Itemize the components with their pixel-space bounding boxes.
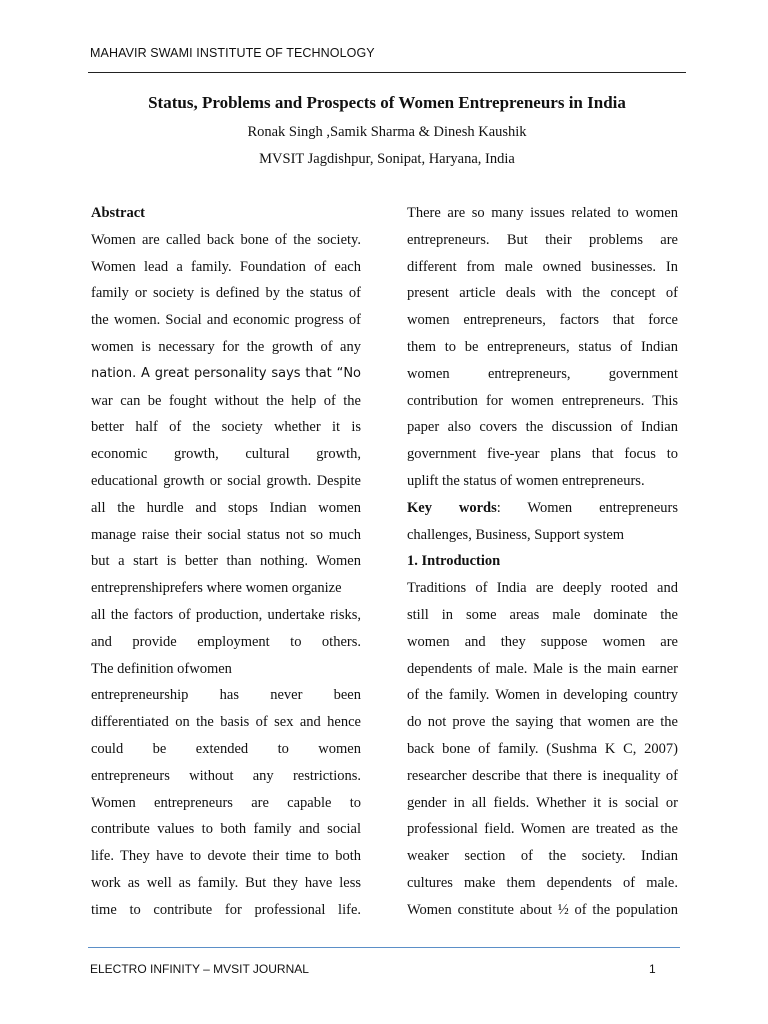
abstract-line: differentiated on the basis of sex and hence xyxy=(91,714,361,731)
body-line: There are so many issues related to women xyxy=(407,205,678,221)
body-line: uplift the status of women entrepreneurs. xyxy=(407,472,645,489)
body-line: still in some areas male dominate the xyxy=(407,606,678,623)
footer-divider xyxy=(88,947,680,948)
paper-authors: Ronak Singh ,Samik Sharma & Dinesh Kaushik xyxy=(247,124,527,140)
abstract-line: Women entrepreneurs are capable to xyxy=(91,794,361,811)
body-line: government five-year plans that focus to xyxy=(407,446,678,463)
keywords-line xyxy=(407,495,678,522)
body-line: different from male owned businesses. In xyxy=(407,258,678,275)
abstract-line: entrepreneurship has never been xyxy=(91,687,361,704)
abstract-line: Women are called back bone of the society. xyxy=(91,231,361,248)
running-header: MAHAVIR SWAMI INSTITUTE OF TECHNOLOGY xyxy=(90,46,375,60)
body-line: women and they suppose women are xyxy=(407,633,678,650)
journal-footer: ELECTRO INFINITY – MVSIT JOURNAL xyxy=(90,962,309,976)
paper-affiliation: MVSIT Jagdishpur, Sonipat, Haryana, India xyxy=(259,151,515,167)
body-line: dependents of male. Male is the main earner xyxy=(407,660,678,677)
abstract-line: The definition ofwomen xyxy=(91,660,232,677)
body-line: Women constitute about ½ of the population xyxy=(407,901,678,918)
abstract-line: war can be fought without the help of the xyxy=(91,392,361,409)
body-line: of the family. Women in developing country xyxy=(407,687,678,704)
body-line: researcher describe that there is inequality of xyxy=(407,767,678,784)
body-line: entrepreneurs. But their problems are xyxy=(407,231,678,248)
abstract-line: time to contribute for professional life. xyxy=(91,901,361,918)
abstract-line: the women. Social and economic progress of xyxy=(91,312,361,329)
abstract-line: work as well as family. But they have less xyxy=(91,874,361,891)
abstract-line: entreprenshiprefers where women organize xyxy=(91,580,342,597)
body-line: challenges, Business, Support system xyxy=(407,526,625,543)
abstract-line: life. They have to devote their time to both xyxy=(91,848,361,865)
abstract-line: family or society is defined by the status of xyxy=(91,285,361,302)
abstract-line: entrepreneurs without any restrictions. xyxy=(91,767,361,784)
paper-title: Status, Problems and Prospects of Women Entrepreneurs in India xyxy=(148,93,626,112)
abstract-line: economic growth, cultural growth, xyxy=(91,446,361,463)
body-line: cultures make them dependents of male. xyxy=(407,874,678,891)
body-line: women entrepreneurs, government xyxy=(407,365,678,382)
abstract-line: Women lead a family. Foundation of each xyxy=(91,258,361,275)
body-line: paper also covers the discussion of Indian xyxy=(407,419,678,436)
section-heading: 1. Introduction xyxy=(407,553,501,570)
body-line: back bone of family. (Sushma K C, 2007) xyxy=(407,740,678,757)
keywords-label: Key words xyxy=(407,499,497,516)
abstract-line: women is necessary for the growth of any xyxy=(91,338,361,355)
body-line: weaker section of the society. Indian xyxy=(407,848,678,865)
abstract-line: all the hurdle and stops Indian women xyxy=(91,499,361,516)
body-line: do not prove the saying that women are the xyxy=(407,714,678,731)
abstract-line: educational growth or social growth. Despite xyxy=(91,472,361,489)
abstract-line: but a start is better than nothing. Women xyxy=(91,553,361,570)
left-column xyxy=(91,200,361,924)
abstract-heading: Abstract xyxy=(91,205,145,221)
keywords-text: : Women entrepreneurs xyxy=(496,499,678,516)
abstract-line: could be extended to women xyxy=(91,740,361,757)
body-line: gender in all fields. Whether it is social or xyxy=(407,794,678,811)
abstract-line: manage raise their social status not so much xyxy=(91,526,361,543)
abstract-line: nation. A great personality says that “No xyxy=(91,365,361,381)
page-number: 1 xyxy=(649,962,656,976)
abstract-line: contribute values to both family and social xyxy=(91,821,361,838)
abstract-line: and provide employment to others. xyxy=(91,633,361,650)
abstract-line: better half of the society whether it is xyxy=(91,419,361,436)
body-line: contribution for women entrepreneurs. This xyxy=(407,392,678,409)
body-line: women entrepreneurs, factors that force xyxy=(407,312,678,329)
abstract-line: all the factors of production, undertake risks, xyxy=(91,606,361,623)
header-divider xyxy=(88,72,686,73)
body-line: present article deals with the concept of xyxy=(407,285,678,302)
body-line: professional field. Women are treated as the xyxy=(407,821,678,838)
right-column xyxy=(407,200,678,924)
body-line: Traditions of India are deeply rooted and xyxy=(407,580,678,597)
body-line: them to be entrepreneurs, status of Indian xyxy=(407,338,678,355)
